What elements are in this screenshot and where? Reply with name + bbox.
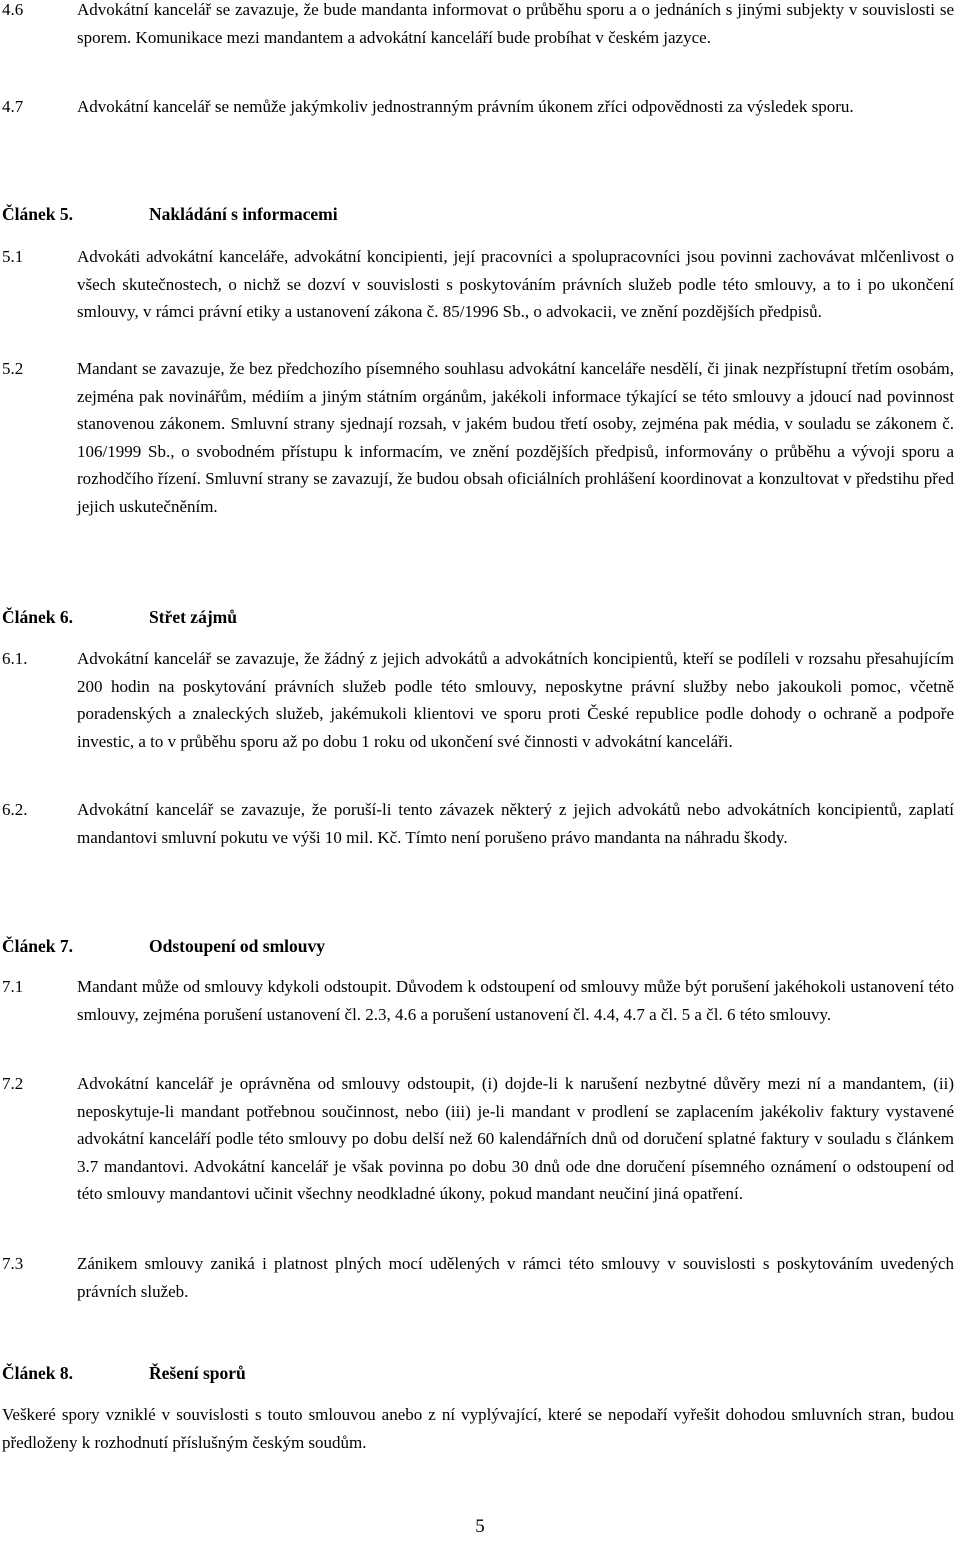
clause-number: 7.3 xyxy=(2,1254,24,1273)
clause-text: Advokátní kancelář se nemůže jakýmkoliv jednostranným právním úkonem zříci odpovědnosti za výsledek sporu. xyxy=(77,97,854,116)
clause-number: 6.1. xyxy=(2,649,28,668)
clause-4-7 xyxy=(2,93,954,121)
clause-6-1 xyxy=(2,645,954,755)
article-title: Nakládání s informacemi xyxy=(149,204,338,224)
clause-6-2 xyxy=(2,796,954,851)
clause-text: Advokátní kancelář se zavazuje, že poruší-li tento závazek některý z jejich advokátů nebo advokátních koncipientů, zaplatí mandantovi smluvní pokutu ve výši 10 mil. Kč. Tímto není porušeno právo mandanta na náhradu škody. xyxy=(77,800,954,847)
clause-text: Mandant může od smlouvy kdykoli odstoupit. Důvodem k odstoupení od smlouvy může být porušení jakéhokoli ustanovení této smlouvy, zejména porušení ustanovení čl. 2.3, 4.6 a porušení ustanovení čl. 4.4, 4.7 a čl. 5 a čl. 6 této smlouvy. xyxy=(77,977,954,1024)
clause-text: Advokátní kancelář se zavazuje, že žádný z jejich advokátů a advokátních koncipientů, kteří se podíleli v rozsahu přesahujícím 200 hodin na poskytování právních služeb podle této smlouvy, neposkytne právní služby nebo jakoukoli pomoc, včetně poradenských a znaleckých služeb, jakémukoli klientovi ve sporu proti České republice podle dohody o ochraně a podpoře investic, a to v průběhu sporu až po dobu 1 roku od ukončení své činnosti v advokátní kanceláři. xyxy=(77,649,954,751)
clause-number: 4.6 xyxy=(2,0,24,19)
clause-number: 4.7 xyxy=(2,97,24,116)
page-number: 5 xyxy=(475,1516,485,1537)
clause-7-2 xyxy=(2,1070,954,1208)
article-title: Střet zájmů xyxy=(149,607,237,627)
article-number: Článek 5. xyxy=(2,204,73,224)
clause-text: Mandant se zavazuje, že bez předchozího písemného souhlasu advokátní kanceláře nesdělí, či jinak nezpřístupní třetím osobám, zejména pak novinářům, médiím a jiným státním orgánům, jakékoli informace týkající se této smlouvy a jdoucí nad povinnost stanovenou zákonem. Smluvní strany sjednají rozsah, v jakém budou třetí osoby, zejména pak média, v souladu se zákonem č. 106/1999 Sb., o svobodném přístupu k informacím, ve znění pozdějších předpisů, informovány o průběhu a vývoji sporu a rozhodčího řízení. Smluvní strany se zavazují, že budou obsah oficiálních prohlášení koordinovat a konzultovat v předstihu před jejich uskutečněním. xyxy=(77,359,954,516)
article-number: Článek 7. xyxy=(2,936,73,956)
article-8-text: Veškeré spory vzniklé v souvislosti s touto smlouvou anebo z ní vyplývající, které se nepodaří vyřešit dohodou smluvních stran, budou předloženy k rozhodnutí příslušným českým soudům. xyxy=(2,1405,954,1452)
clause-number: 6.2. xyxy=(2,800,28,819)
clause-number: 7.2 xyxy=(2,1074,24,1093)
clause-number: 5.2 xyxy=(2,359,24,378)
article-title: Odstoupení od smlouvy xyxy=(149,936,326,956)
article-number: Článek 8. xyxy=(2,1363,73,1383)
clause-7-1 xyxy=(2,973,954,1028)
clause-number: 7.1 xyxy=(2,977,24,996)
clause-5-1 xyxy=(2,243,954,326)
clause-number: 5.1 xyxy=(2,247,24,266)
article-number: Článek 6. xyxy=(2,607,73,627)
article-title: Řešení sporů xyxy=(149,1363,246,1383)
clause-text: Advokátní kancelář je oprávněna od smlouvy odstoupit, (i) dojde-li k narušení nezbytné důvěry mezi ní a mandantem, (ii) neposkytuje-li mandant potřebnou součinnost, nebo (iii) je-li mandant v prodlení se zaplacením jakékoliv faktury vystavené advokátní kanceláří podle této smlouvy po dobu delší než 60 kalendářních dnů od doručení splatné faktury v souladu s článkem 3.7 mandantovi. Advokátní kancelář je však povinna po dobu 30 dnů ode dne doručení písemného oznámení o odstoupení od této smlouvy mandantovi učinit všechny neodkladné úkony, pokud mandant neučiní jiná opatření. xyxy=(77,1074,954,1203)
clause-text: Advokátní kancelář se zavazuje, že bude mandanta informovat o průběhu sporu a o jednáních s jinými subjekty v souvislosti se sporem. Komunikace mezi mandantem a advokátní kanceláří bude probíhat v českém jazyce. xyxy=(77,0,954,47)
clause-text: Advokáti advokátní kanceláře, advokátní koncipienti, její pracovníci a spolupracovníci jsou povinni zachovávat mlčenlivost o všech skutečnostech, o nichž se dozví v souvislosti s poskytováním právních služeb podle této smlouvy, a to i po ukončení smlouvy, v rámci právní etiky a ustanovení zákona č. 85/1996 Sb., o advokacii, ve znění pozdějších předpisů. xyxy=(77,247,954,321)
clause-7-3 xyxy=(2,1250,954,1305)
clause-4-6 xyxy=(2,0,954,51)
clause-5-2 xyxy=(2,355,954,520)
clause-text: Zánikem smlouvy zaniká i platnost plných mocí udělených v rámci této smlouvy v souvislosti s poskytováním uvedených právních služeb. xyxy=(77,1254,954,1301)
